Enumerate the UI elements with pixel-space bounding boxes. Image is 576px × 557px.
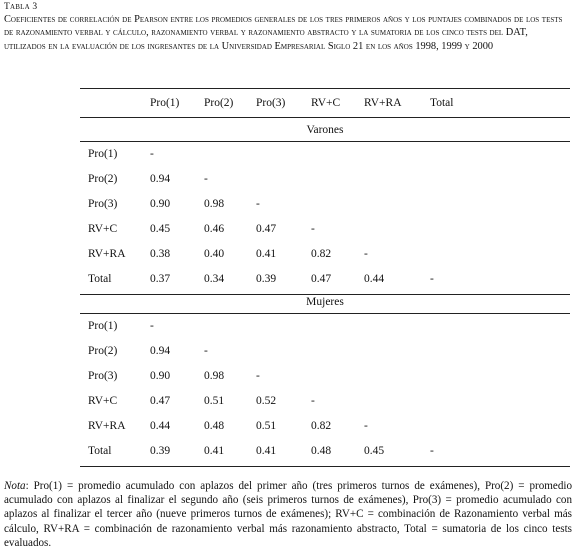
table-cell: -: [150, 320, 154, 332]
row-label: Pro(3): [88, 370, 118, 382]
table-cell: 0.94: [150, 345, 171, 357]
table-cell: -: [430, 445, 434, 457]
table-cell: -: [204, 345, 208, 357]
table-cell: 0.47: [311, 273, 332, 285]
table-cell: -: [256, 198, 260, 210]
table-cell: 0.39: [150, 445, 171, 457]
row-label: Pro(1): [88, 148, 118, 160]
row-label: Total: [88, 445, 112, 457]
table-cell: 0.38: [150, 248, 171, 260]
table-cell: 0.98: [204, 370, 225, 382]
group-rule: [80, 313, 570, 314]
table-cell: 0.45: [364, 445, 385, 457]
table-cell: -: [364, 248, 368, 260]
table-cell: 0.41: [256, 248, 277, 260]
header-top-rule: [80, 88, 570, 89]
row-label: Total: [88, 273, 112, 285]
table-cell: 0.52: [256, 395, 277, 407]
row-label: Pro(1): [88, 320, 118, 332]
table-cell: -: [311, 223, 315, 235]
group-title: Varones: [306, 124, 344, 136]
row-label: Pro(2): [88, 173, 118, 185]
table-cell: 0.34: [204, 273, 225, 285]
header-bottom-rule: [80, 117, 570, 118]
group-title: Mujeres: [306, 296, 344, 308]
table-cell: 0.47: [256, 223, 277, 235]
table-cell: 0.45: [150, 223, 171, 235]
row-label: RV+C: [88, 395, 118, 407]
row-label: RV+RA: [88, 248, 126, 260]
table-cell: 0.94: [150, 173, 171, 185]
table-cell: -: [150, 148, 154, 160]
table-label: Tabla 3: [4, 2, 38, 12]
table-cell: 0.98: [204, 198, 225, 210]
column-header: Pro(3): [256, 97, 286, 109]
table-cell: 0.40: [204, 248, 225, 260]
column-header: Total: [430, 97, 454, 109]
table-cell: -: [430, 273, 434, 285]
table-note: [4, 479, 572, 550]
table-cell: -: [204, 173, 208, 185]
group-rule: [80, 141, 570, 142]
row-label: Pro(2): [88, 345, 118, 357]
table-cell: 0.41: [256, 445, 277, 457]
table-cell: 0.37: [150, 273, 171, 285]
table-cell: 0.82: [311, 248, 332, 260]
table-cell: 0.44: [150, 420, 171, 432]
group-bottom-rule: [80, 466, 570, 467]
table-cell: 0.41: [204, 445, 225, 457]
note-label: Nota: [4, 480, 26, 492]
table-cell: 0.44: [364, 273, 385, 285]
column-header: Pro(2): [204, 97, 234, 109]
table-cell: 0.51: [204, 395, 225, 407]
row-label: Pro(3): [88, 198, 118, 210]
column-header: RV+RA: [364, 97, 402, 109]
table-cell: 0.46: [204, 223, 225, 235]
table-cell: 0.51: [256, 420, 277, 432]
table-cell: 0.48: [204, 420, 225, 432]
table-cell: 0.82: [311, 420, 332, 432]
column-header: Pro(1): [150, 97, 180, 109]
group-bottom-rule: [80, 294, 570, 295]
table-caption: Coeficientes de correlación de Pearson entre los promedios generales de los tres primeros años y los puntajes combinados de los tests de razonamiento verbal y cálculo, razonamiento verbal y razonamiento abstracto y la sumatoria de los cinco tests del DAT, utilizados en la evaluación de los ingresantes de la Universidad Empresarial Siglo 21 en los años 1998, 1999 y 2000: [4, 14, 563, 52]
table-cell: -: [256, 370, 260, 382]
table-cell: -: [311, 395, 315, 407]
row-label: RV+RA: [88, 420, 126, 432]
table-cell: 0.47: [150, 395, 171, 407]
table-cell: 0.90: [150, 370, 171, 382]
table-cell: 0.39: [256, 273, 277, 285]
note-text: : Pro(1) = promedio acumulado con aplazos del primer año (tres primeros turnos de exámenes), Pro(2) = promedio acumulado con aplazos al finalizar el segundo año (seis primeros turnos de exámenes), Pro(3) = promedio acumulado con aplazos al finalizar el tercer año (nueve primeros turnos de exámenes); RV+C = combinación de Razonamiento verbal más cálculo, RV+RA = combinación de razonamiento verbal más razonamiento abstracto, Total = sumatoria de los cinco tests evaluados.: [4, 480, 572, 549]
table-cell: 0.48: [311, 445, 332, 457]
column-header: RV+C: [311, 97, 341, 109]
table-cell: 0.90: [150, 198, 171, 210]
row-label: RV+C: [88, 223, 118, 235]
table-cell: -: [364, 420, 368, 432]
